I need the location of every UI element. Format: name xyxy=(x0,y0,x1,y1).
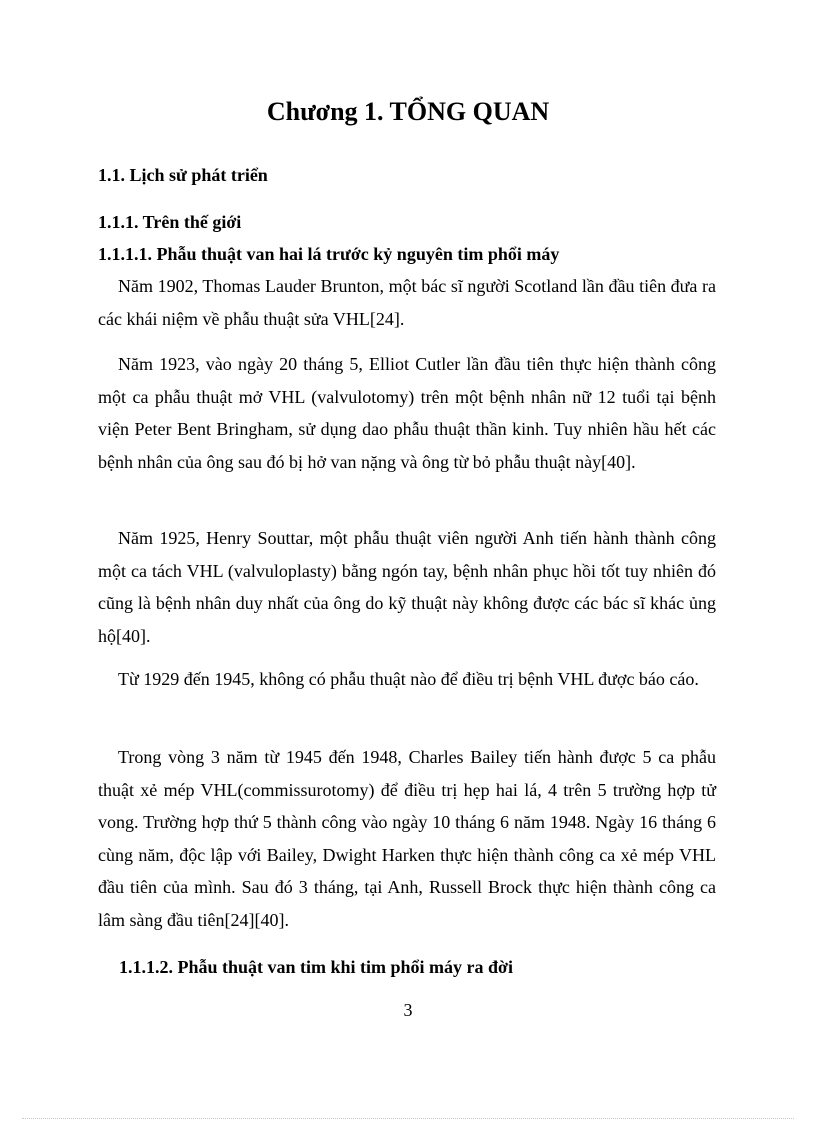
paragraph-2-text: Năm 1923, vào ngày 20 tháng 5, Elliot Cutler lần đầu tiên thực hiện thành công một ca phẫu thuật mở VHL (valvulotomy) trên một bệnh nhân nữ 12 tuổi tại bệnh viện Peter Bent Bringham, sử dụng dao phẫu thuật thần kinh. Tuy nhiên hầu hết các bệnh nhân của ông sau đó bị hở van nặng và ông từ bỏ phẫu thuật này[40]. xyxy=(98,354,716,472)
paragraph-4 xyxy=(98,663,716,696)
paragraph-3-text: Năm 1925, Henry Souttar, một phẫu thuật viên người Anh tiến hành thành công một ca tách VHL (valvuloplasty) bằng ngón tay, bệnh nhân phục hồi tốt tuy nhiên đó cũng là bệnh nhân duy nhất của ông do kỹ thuật này không được các bác sĩ khác ủng hộ[40]. xyxy=(98,528,716,646)
paragraph-4-text: Từ 1929 đến 1945, không có phẫu thuật nào để điều trị bệnh VHL được báo cáo. xyxy=(118,669,699,689)
paragraph-5 xyxy=(98,741,716,936)
section-heading-1-1-1-2: 1.1.1.2. Phẫu thuật van tim khi tim phổi máy ra đời xyxy=(119,957,514,977)
page-bottom-divider xyxy=(22,1118,794,1119)
paragraph-2 xyxy=(98,348,716,478)
paragraph-1-text: Năm 1902, Thomas Lauder Brunton, một bác sĩ người Scotland lần đầu tiên đưa ra các khái niệm về phẫu thuật sửa VHL[24]. xyxy=(98,276,716,329)
page-number: 3 xyxy=(403,1000,413,1020)
section-heading-1-1-1-1: 1.1.1.1. Phẫu thuật van hai lá trước kỷ nguyên tim phổi máy xyxy=(98,244,560,264)
paragraph-5-text: Trong vòng 3 năm từ 1945 đến 1948, Charles Bailey tiến hành được 5 ca phẫu thuật xẻ mép VHL(commissurotomy) để điều trị hẹp hai lá, 4 trên 5 trường hợp tử vong. Trường hợp thứ 5 thành công vào ngày 10 tháng 6 năm 1948. Ngày 16 tháng 6 cùng năm, độc lập với Bailey, Dwight Harken thực hiện thành công ca xẻ mép VHL đầu tiên của mình. Sau đó 3 tháng, tại Anh, Russell Brock thực hiện thành công ca lâm sàng đầu tiên[24][40]. xyxy=(98,747,716,930)
chapter-title: Chương 1. TỔNG QUAN xyxy=(266,97,550,126)
paragraph-3 xyxy=(98,522,716,652)
section-heading-1-1-1: 1.1.1. Trên thế giới xyxy=(98,212,242,232)
paragraph-1 xyxy=(98,270,716,335)
section-heading-1-1: 1.1. Lịch sử phát triển xyxy=(98,165,268,185)
